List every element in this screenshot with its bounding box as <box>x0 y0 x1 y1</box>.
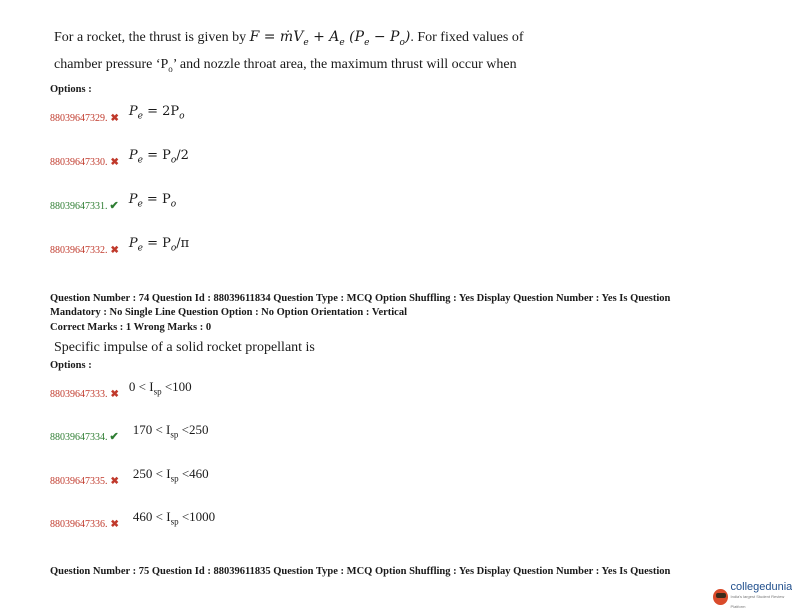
brand-tagline: India's largest Student Review Platform <box>730 594 785 609</box>
option-value: 170 < Isp <250 <box>132 422 209 440</box>
q74-question: Specific impulse of a solid rocket propellant is <box>54 340 315 355</box>
wrong-mark-icon: ✖ <box>110 519 119 530</box>
q73-options-label: Options : <box>50 84 92 95</box>
q73-option-4: 88039647332. ✖ $^{P_e = P_o/\pi}$ <box>50 236 190 256</box>
option-value: Pe = Po/2 <box>128 148 189 166</box>
graduate-icon <box>713 589 728 605</box>
q73-line1: For a rocket, the thrust is given by F = ṁV$_e$ + $A_e$ $(P_e - P_o)$. For fixed values of <box>54 29 524 48</box>
q74-marks: Correct Marks : 1 Wrong Marks : 0 <box>50 322 212 333</box>
q74-options-label: Options : <box>50 360 92 371</box>
brand-name: collegedunia <box>730 581 792 593</box>
wrong-mark-icon: ✖ <box>110 113 119 124</box>
collegedunia-logo <box>713 582 792 612</box>
option-value: 250 < Isp <460 <box>132 466 209 484</box>
q74-header-line1: Question Number : 74 Question Id : 88039611834 Question Type : MCQ Option Shuffling : Yes Display Question Number : Yes Is Question <box>50 293 671 304</box>
q75-header-line1: Question Number : 75 Question Id : 88039611835 Question Type : MCQ Option Shuffling : Yes Display Question Number : Yes Is Question <box>50 566 671 577</box>
option-value: Pe = 2Po <box>128 104 185 122</box>
wrong-mark-icon: ✖ <box>110 245 119 256</box>
q74-option-3: 88039647335. ✖ $^{250 < I_{sp} <460}$ <box>50 466 209 487</box>
option-value: Pe = Po <box>128 192 177 210</box>
option-value: 460 < Isp <1000 <box>132 509 216 527</box>
wrong-mark-icon: ✖ <box>110 476 119 487</box>
q74-option-4: 88039647336. ✖ $^{460 < I_{sp} <1000}$ <box>50 509 216 530</box>
correct-mark-icon: ✔ <box>109 431 119 443</box>
correct-mark-icon: ✔ <box>109 200 119 212</box>
wrong-mark-icon: ✖ <box>110 157 119 168</box>
q74-header-line2: Mandatory : No Single Line Question Option : No Option Orientation : Vertical <box>50 307 408 318</box>
option-value: 0 < Isp <100 <box>128 379 192 397</box>
q73-option-1: 88039647329. ✖ $^{P_e = 2P_o}$ <box>50 104 185 124</box>
q74-option-2: 88039647334. ✔ $^{170 < I_{sp} <250}$ <box>50 422 209 443</box>
q73-line2: chamber pressure ‘$P_o$’ and nozzle throat area, the maximum thrust will occur when <box>54 57 517 74</box>
wrong-mark-icon: ✖ <box>110 389 119 400</box>
q74-option-1: 88039647333. ✖ $^{0 < I_{sp} <100}$ <box>50 379 192 400</box>
option-value: Pe = Po/π <box>128 236 190 254</box>
thrust-formula: F = ṁV$_e$ + $A_e$ $(P_e - P_o)$ <box>249 29 411 48</box>
q73-option-3: 88039647331. ✔ $^{P_e = P_o}$ <box>50 192 177 212</box>
q73-option-2: 88039647330. ✖ $^{P_e = P_o/2}$ <box>50 148 189 168</box>
